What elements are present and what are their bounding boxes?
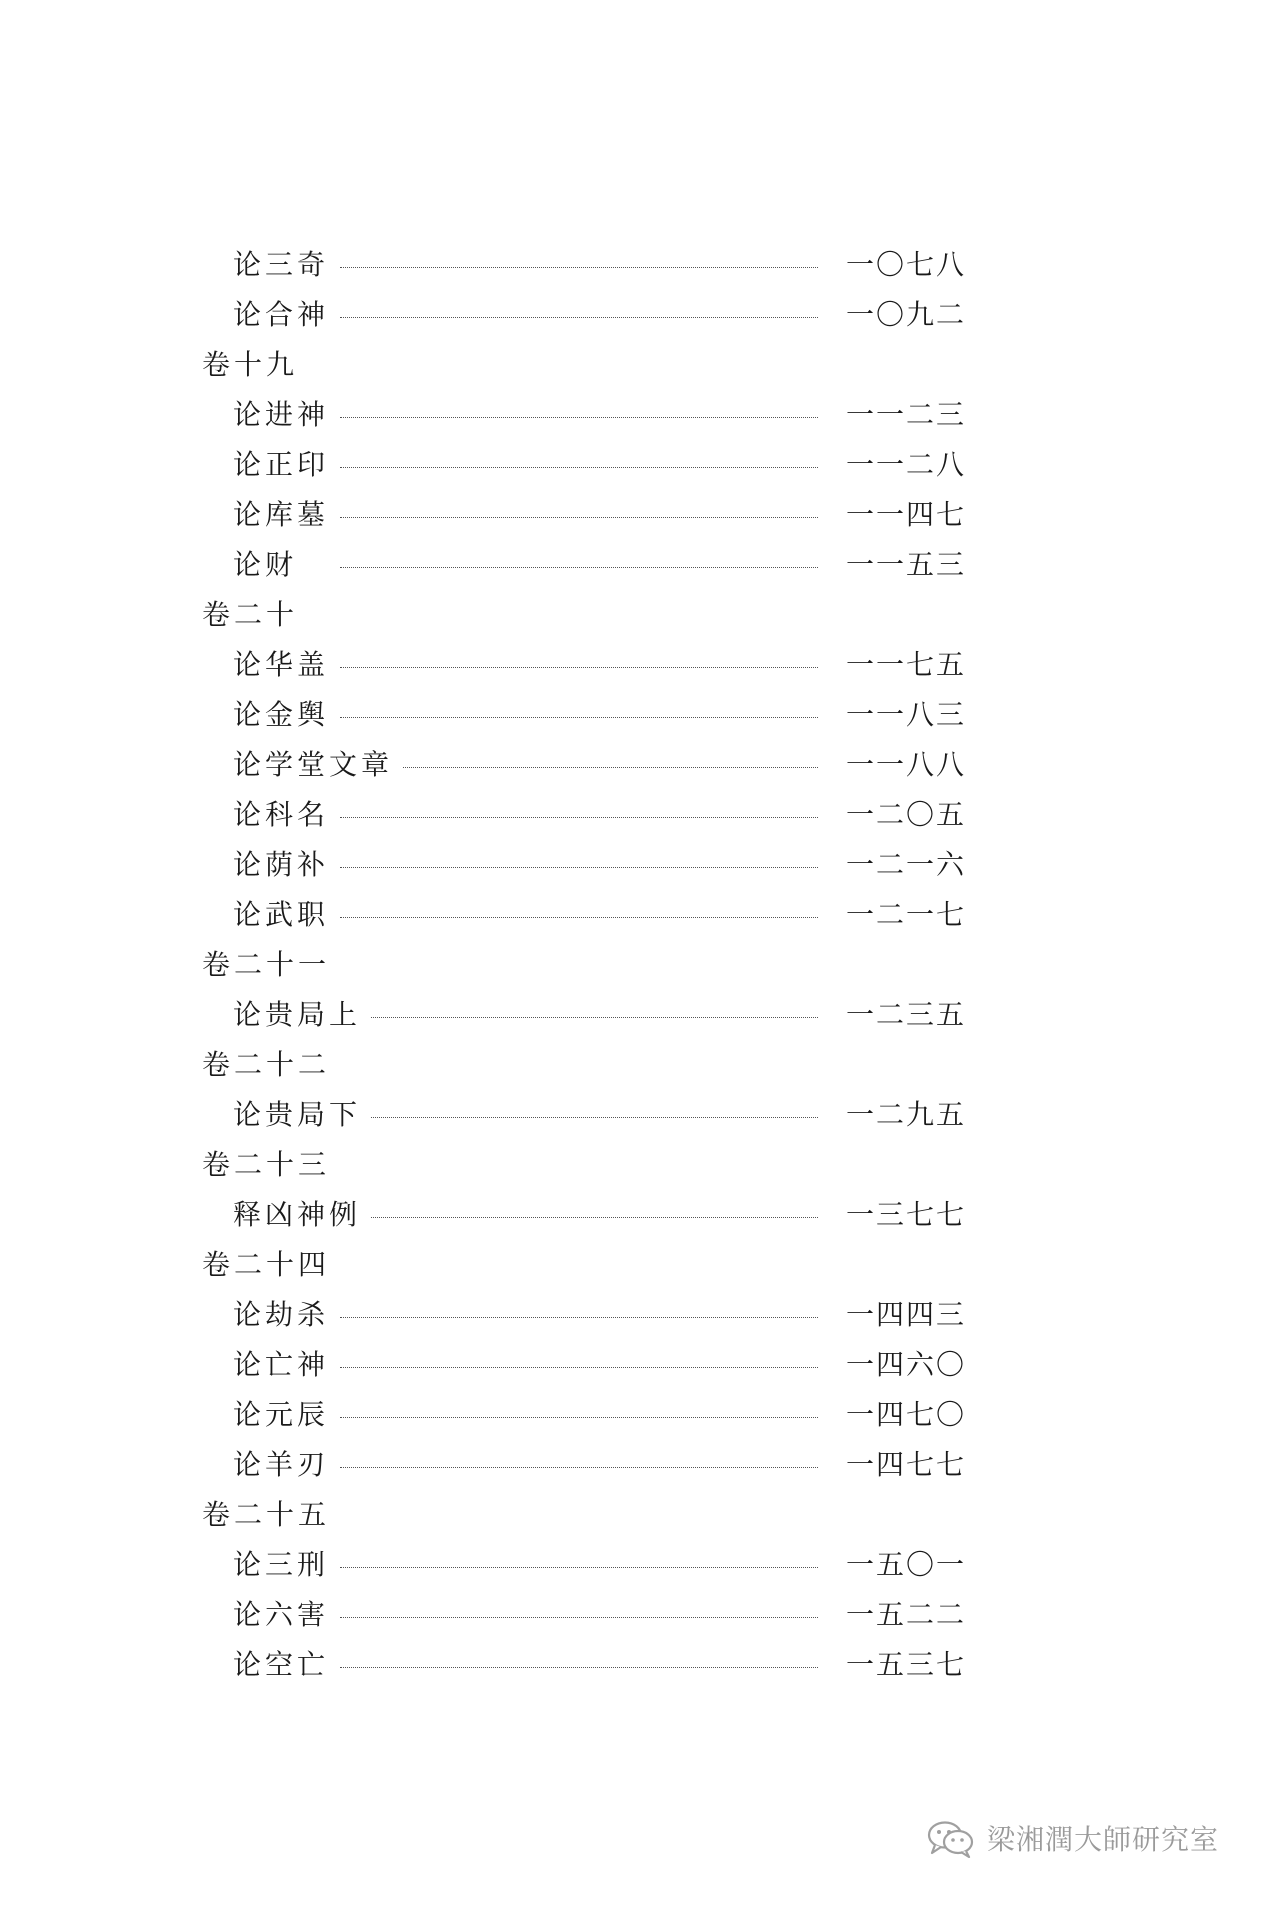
- toc-entry[interactable]: [0, 690, 1280, 740]
- entry-title: 论亡神: [233, 1340, 339, 1390]
- entry-title: 论合神: [233, 290, 339, 340]
- toc-entry[interactable]: [0, 540, 1280, 590]
- table-of-contents: [0, 240, 1280, 1690]
- page-number: 一二三五: [845, 998, 966, 1031]
- entry-title: 论六害: [233, 1590, 339, 1640]
- entry-title: 论进神: [233, 390, 339, 440]
- wechat-icon: [925, 1818, 977, 1858]
- watermark: [925, 1818, 1219, 1858]
- dot-leader: [340, 267, 818, 268]
- toc-entry[interactable]: [0, 640, 1280, 690]
- toc-entry[interactable]: [0, 1340, 1280, 1390]
- toc-entry[interactable]: [0, 490, 1280, 540]
- page-number: 一一八八: [845, 748, 966, 781]
- entry-title: 论元辰: [233, 1390, 339, 1440]
- entry-title: 论荫补: [233, 840, 339, 890]
- page-number: 一二一七: [845, 898, 966, 931]
- entry-title: 论武职: [233, 890, 339, 940]
- dot-leader: [340, 917, 818, 918]
- toc-entry[interactable]: [0, 1640, 1280, 1690]
- toc-entry[interactable]: [0, 1440, 1280, 1490]
- toc-volume-heading: [0, 940, 1280, 990]
- toc-entry[interactable]: [0, 1390, 1280, 1440]
- dot-leader: [340, 1417, 818, 1418]
- entry-title: 论财: [233, 540, 307, 590]
- entry-title: 论正印: [233, 440, 339, 490]
- toc-entry[interactable]: [0, 1590, 1280, 1640]
- page-number: 一二九五: [845, 1098, 966, 1131]
- page-number: 一一二三: [845, 398, 966, 431]
- volume-title: 卷二十二: [202, 1048, 331, 1081]
- toc-volume-heading: [0, 1140, 1280, 1190]
- dot-leader: [340, 1217, 818, 1218]
- toc-entry[interactable]: [0, 990, 1280, 1040]
- entry-title: 论金舆: [233, 690, 339, 740]
- page-number: 一〇七八: [845, 248, 966, 281]
- entry-title: 论华盖: [233, 640, 339, 690]
- dot-leader: [340, 817, 818, 818]
- page-number: 一二〇五: [845, 798, 966, 831]
- dot-leader: [340, 317, 818, 318]
- page-number: 一一二八: [845, 448, 966, 481]
- toc-entry[interactable]: [0, 390, 1280, 440]
- page-number: 一四七〇: [845, 1398, 966, 1431]
- entry-title: 论空亡: [233, 1640, 339, 1690]
- page-number: 一一五三: [845, 548, 966, 581]
- dot-leader: [340, 867, 818, 868]
- volume-title: 卷二十: [202, 598, 299, 631]
- dot-leader: [340, 1617, 818, 1618]
- volume-title: 卷二十五: [202, 1498, 331, 1531]
- dot-leader: [340, 767, 818, 768]
- volume-title: 卷二十一: [202, 948, 331, 981]
- volume-title: 卷二十四: [202, 1248, 331, 1281]
- entry-title: 论科名: [233, 790, 339, 840]
- entry-title: 论三奇: [233, 240, 339, 290]
- toc-entry[interactable]: [0, 240, 1280, 290]
- watermark-text: 梁湘潤大師研究室: [987, 1823, 1220, 1856]
- toc-entry[interactable]: [0, 290, 1280, 340]
- page-number: 一〇九二: [845, 298, 966, 331]
- entry-title: 论三刑: [233, 1540, 339, 1590]
- dot-leader: [340, 1017, 818, 1018]
- toc-entry[interactable]: [0, 1540, 1280, 1590]
- page-number: 一四七七: [845, 1448, 966, 1481]
- dot-leader: [340, 1567, 818, 1568]
- toc-volume-heading: [0, 1240, 1280, 1290]
- page-number: 一二一六: [845, 848, 966, 881]
- entry-title: 论羊刃: [233, 1440, 339, 1490]
- toc-volume-heading: [0, 340, 1280, 390]
- dot-leader: [340, 717, 818, 718]
- dot-leader: [340, 417, 818, 418]
- toc-entry[interactable]: [0, 1290, 1280, 1340]
- entry-title: 论库墓: [233, 490, 339, 540]
- dot-leader: [340, 467, 818, 468]
- page-number: 一四四三: [845, 1298, 966, 1331]
- dot-leader: [340, 567, 818, 568]
- toc-entry[interactable]: [0, 1190, 1280, 1240]
- entry-title: 论贵局上: [233, 990, 371, 1040]
- toc-volume-heading: [0, 1490, 1280, 1540]
- toc-entry[interactable]: [0, 890, 1280, 940]
- page-number: 一五三七: [845, 1648, 966, 1681]
- dot-leader: [340, 1117, 818, 1118]
- dot-leader: [340, 1317, 818, 1318]
- toc-entry[interactable]: [0, 840, 1280, 890]
- toc-volume-heading: [0, 1040, 1280, 1090]
- dot-leader: [340, 1367, 818, 1368]
- toc-entry[interactable]: [0, 440, 1280, 490]
- page-number: 一三七七: [845, 1198, 966, 1231]
- toc-entry[interactable]: [0, 1090, 1280, 1140]
- entry-title: 论劫杀: [233, 1290, 339, 1340]
- volume-title: 卷十九: [202, 348, 299, 381]
- page-number: 一四六〇: [845, 1348, 966, 1381]
- page-number: 一五二二: [845, 1598, 966, 1631]
- entry-title: 论学堂文章: [233, 740, 403, 790]
- toc-volume-heading: [0, 590, 1280, 640]
- page-number: 一五〇一: [845, 1548, 966, 1581]
- dot-leader: [340, 517, 818, 518]
- volume-title: 卷二十三: [202, 1148, 331, 1181]
- page-number: 一一七五: [845, 648, 966, 681]
- entry-title: 论贵局下: [233, 1090, 371, 1140]
- dot-leader: [340, 1467, 818, 1468]
- dot-leader: [340, 1667, 818, 1668]
- dot-leader: [340, 667, 818, 668]
- toc-entry[interactable]: [0, 740, 1280, 790]
- toc-entry[interactable]: [0, 790, 1280, 840]
- entry-title: 释凶神例: [233, 1190, 371, 1240]
- page-number: 一一八三: [845, 698, 966, 731]
- page-number: 一一四七: [845, 498, 966, 531]
